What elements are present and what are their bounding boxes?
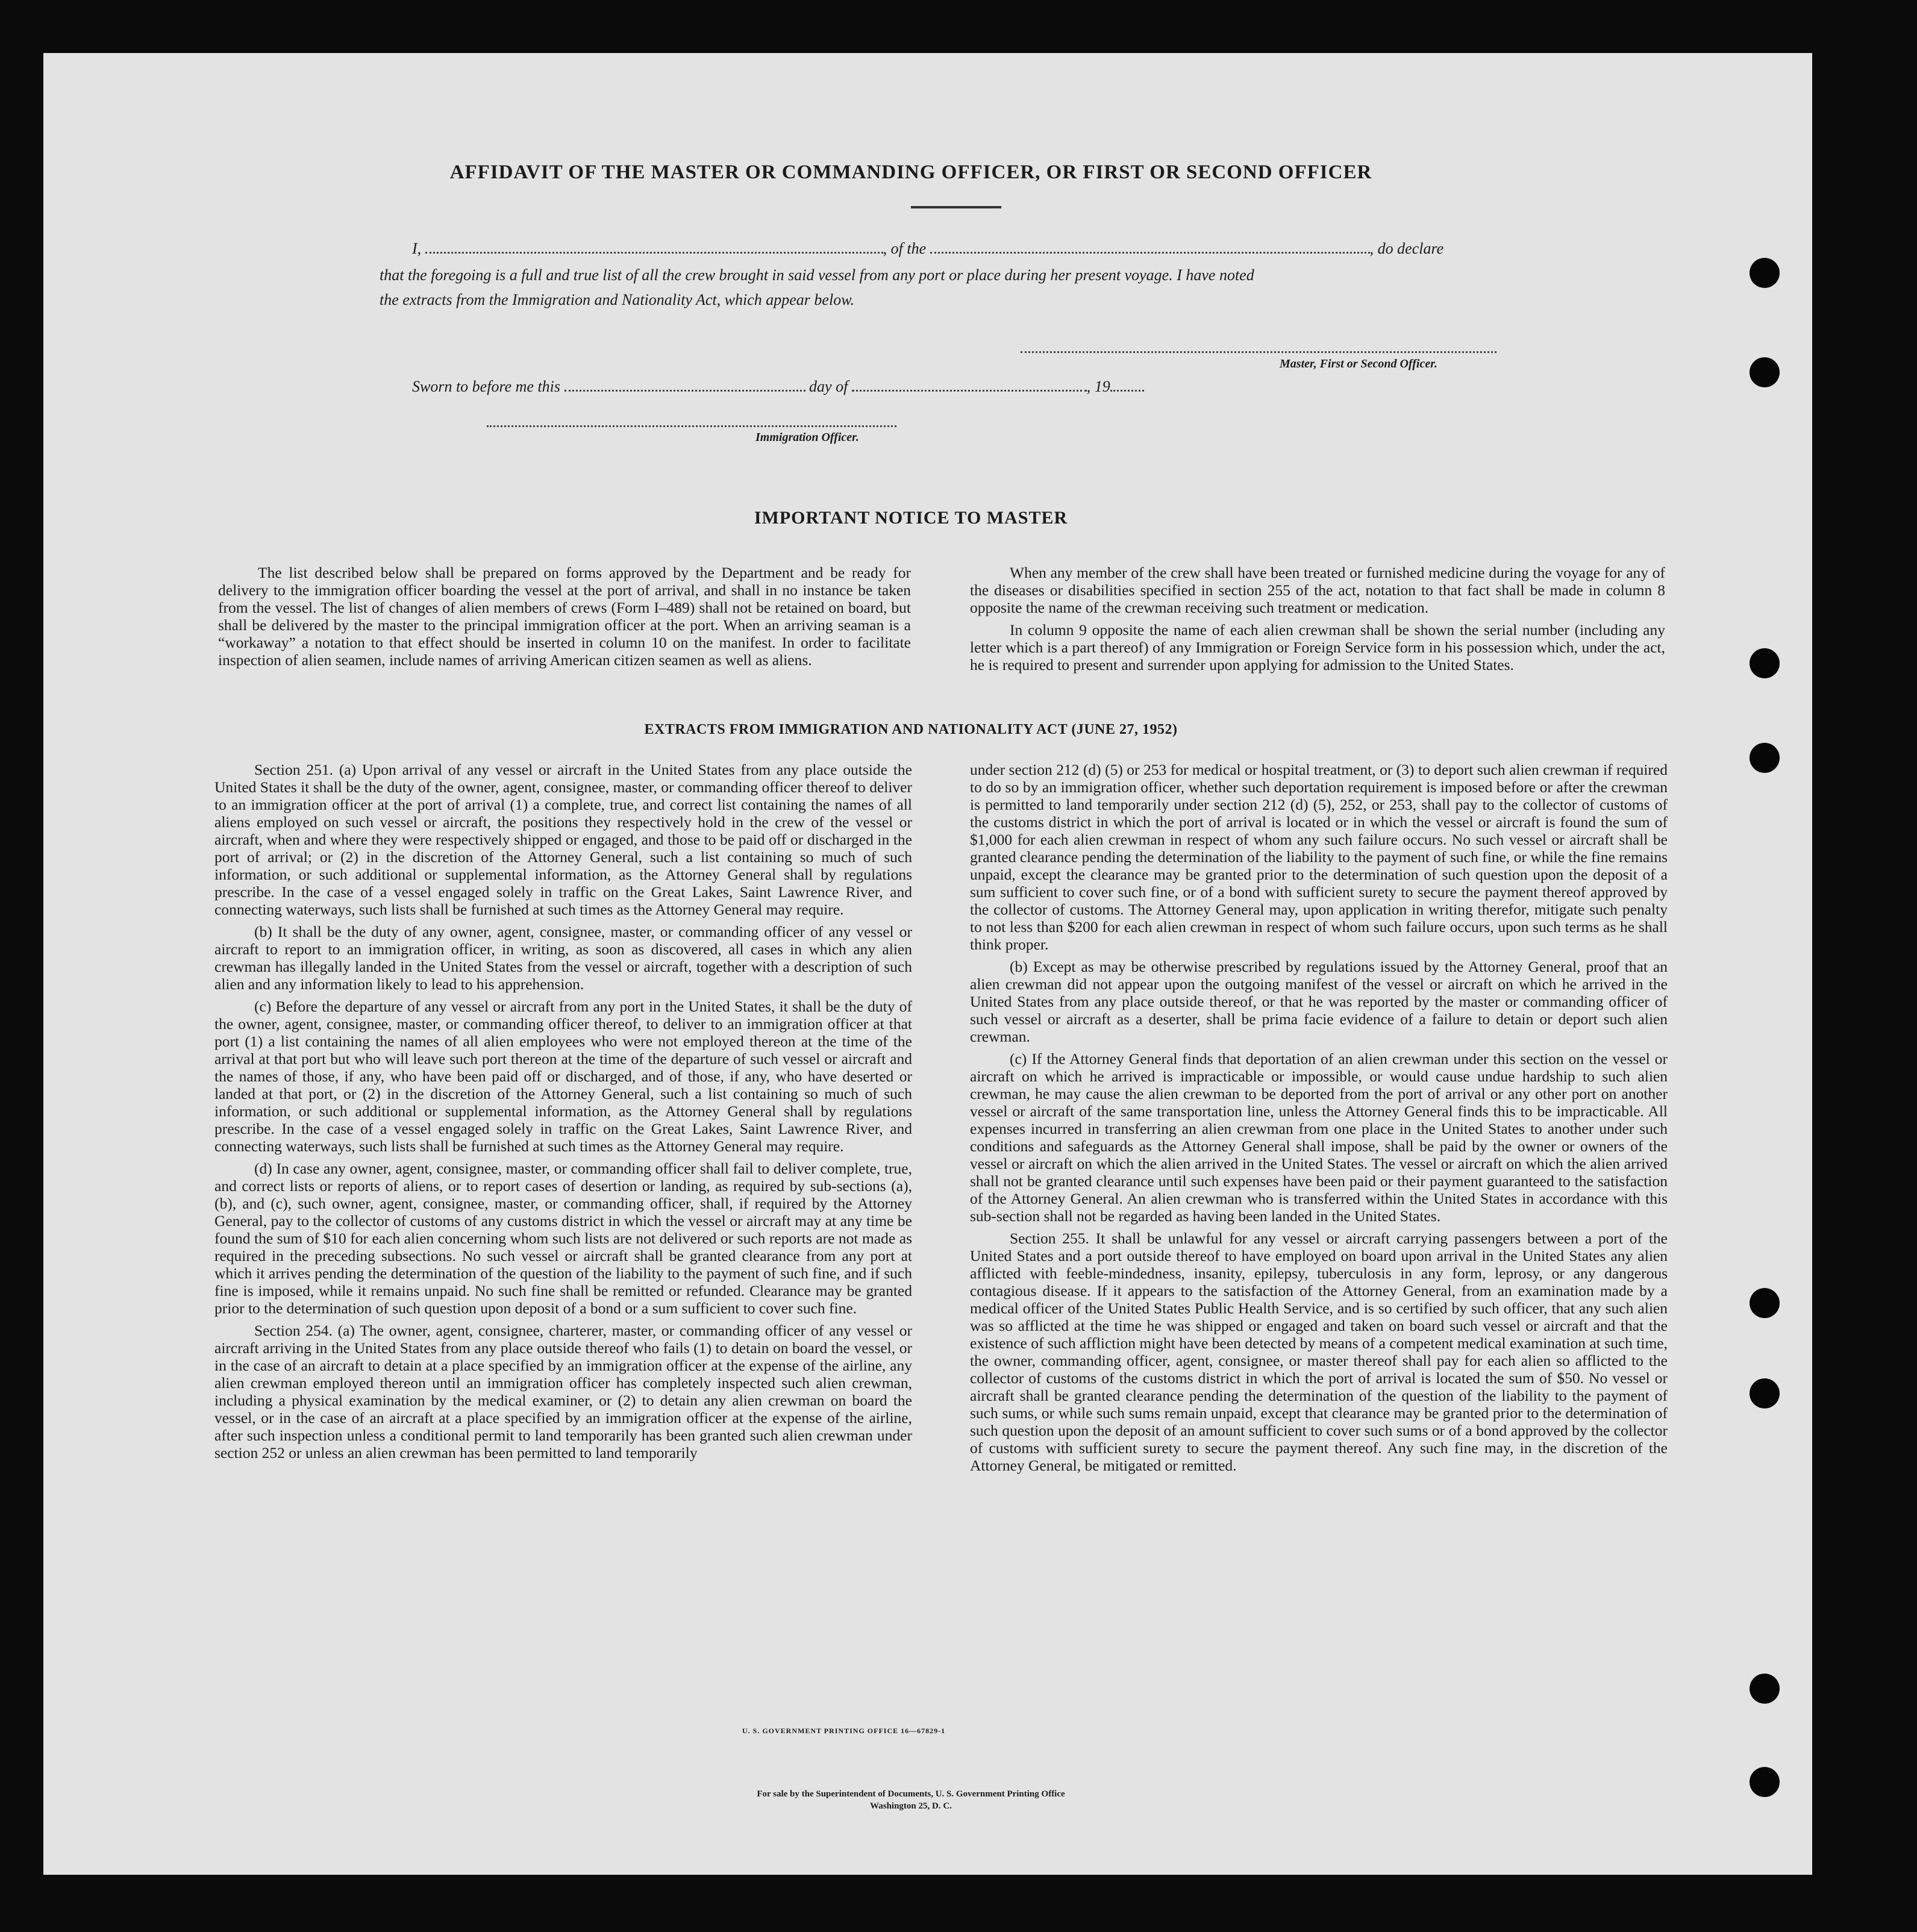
name-blank[interactable]	[425, 239, 883, 254]
document-sheet	[43, 53, 1812, 1875]
punch-hole	[1750, 1767, 1780, 1797]
punch-hole	[1750, 1378, 1780, 1408]
punch-hole	[1750, 743, 1780, 773]
sworn-day-blank[interactable]	[564, 377, 805, 392]
affidavit-title: AFFIDAVIT OF THE MASTER OR COMMANDING OFFICER, OR FIRST OR SECOND OFFICER	[449, 161, 1372, 183]
sale-notice	[43, 1788, 1778, 1812]
punch-hole	[1750, 357, 1780, 387]
punch-hole	[1750, 648, 1780, 678]
year-prefix: , 19	[1086, 378, 1110, 395]
notice-title: IMPORTANT NOTICE TO MASTER	[754, 508, 1068, 528]
affidavit-line3: the extracts from the Immigration and Nationality Act, which appear below.	[380, 291, 855, 308]
affidavit-i: I,	[412, 240, 422, 257]
master-signature-caption: Master, First or Second Officer.	[1280, 357, 1437, 370]
extracts-left-column	[214, 761, 912, 1466]
day-of-text: day of	[809, 378, 848, 395]
punch-hole	[1750, 1288, 1780, 1318]
section-254-a: Section 254. (a) The owner, agent, consignee, charterer, master, or commanding officer of any vessel or aircraft arriving in the United States from any place outside thereof who fails (1) to detain on board the vessel, or in the case of an aircraft to detain at a place specified by an immigration officer at the expense of the airline, any alien crewman employed thereon until an immigration officer has completely inspected such alien crewman, including a physical examination by the medical examiner, or (2) to detain any alien crewman on board the vessel, or in the case of an aircraft at a place specified by an immigration officer at the expense of the airline, after such inspection unless a conditional permit to land temporarily has been granted such alien crewman under section 252 or unless an alien crewman has been permitted to land temporarily	[214, 1322, 912, 1462]
master-signature-line[interactable]	[1021, 351, 1496, 353]
affidavit-of-the: , of the	[883, 240, 927, 257]
section-251-c: (c) Before the departure of any vessel or aircraft from any port in the United States, it shall be the duty of the owner, agent, consignee, master, or commanding officer thereof, to deliver to an immigration officer at that port (1) a list containing the names of all alien employees who were not employed thereon at the time of the arrival at that port but who will leave such port thereon at the time of the departure of such vessel or aircraft and the names of those, if any, who have been paid off or discharged, and of those, if any, who have deserted or landed at that port, or (2) in the discretion of the Attorney General, such a list containing so much of such information, or such additional or supplemental information, as the Attorney General shall by regulations prescribe. In the case of a vessel engaged solely in traffic on the Great Lakes, Saint Lawrence River, and connecting waterways, such lists shall be furnished at such times as the Attorney General may require.	[214, 998, 912, 1155]
sale-line-2: Washington 25, D. C.	[870, 1801, 952, 1811]
affidavit-line1	[412, 239, 1443, 258]
section-255: Section 255. It shall be unlawful for any vessel or aircraft carrying passengers between a port of the United States and a port outside thereof to have employed on board upon arrival in the United States any alien afflicted with feeble-mindedness, insanity, epilepsy, tuberculosis in any form, leprosy, or any dangerous contagious disease. If it appears to the satisfaction of the Attorney General, from an examination made by a medical officer of the United States Public Health Service, and is so certified by such officer, that any such alien was so afflicted at the time he was shipped or engaged and taken on board such vessel or aircraft and that the existence of such affliction might have been detected by means of a competent medical examination at such time, the owner, commanding officer, agent, consignee, or master thereof shall pay for each alien so afflicted to the collector of customs of the customs district in which the port of arrival is located the sum of $50. No vessel or aircraft shall be granted clearance pending the determination of the question of the liability to the payment of such sums, or while such sums remain unpaid, except that clearance may be granted prior to the determination of such question upon the deposit of an amount sufficient to cover such sums or of a bond approved by the collector of customs with sufficient surety to secure the payment thereof. Any such fine may, in the discretion of the Attorney General, be mitigated or remitted.	[970, 1230, 1668, 1474]
section-254-b: (b) Except as may be otherwise prescribed by regulations issued by the Attorney General, proof that an alien crewman did not appear upon the outgoing manifest of the vessel or aircraft on which he arrived in the United States from any place outside thereof, or that he was reported by the master or commanding officer of such vessel or aircraft as a deserter, shall be prima facie evidence of a failure to detain or deport such alien crewman.	[970, 958, 1668, 1045]
year-blank[interactable]	[1110, 377, 1144, 392]
punch-hole	[1750, 1674, 1780, 1704]
notice-left-column	[218, 564, 911, 674]
notice-right-column	[970, 564, 1665, 678]
notice-right-paragraph-1: When any member of the crew shall have been treated or furnished medicine during the voyage for any of the diseases or disabilities specified in section 255 of the act, notation to that fact shall be made in column 8 opposite the name of the crewman receiving such treatment or medication.	[970, 564, 1665, 616]
affidavit-declare: , do declare	[1369, 240, 1444, 257]
section-254-a-continued: under section 212 (d) (5) or 253 for medical or hospital treatment, or (3) to deport such alien crewman if required to do so by an immigration officer, whether such deportation requirement is imposed before or after the crewman is permitted to land temporarily under section 212 (d) (5), 252, or 253, shall pay to the collector of customs of the customs district in which the port of arrival is located or in which the vessel or aircraft is found the sum of $1,000 for each alien crewman in respect of whom any such failure occurs. No such vessel or aircraft shall be granted clearance pending the determination of the liability to the payment of such fine, or while the fine remains unpaid, except the clearance may be granted prior to the determination of such question upon the deposit of a sum sufficient to cover such fine, or of a bond with sufficient surety to secure the payment thereof approved by the collector of customs. The Attorney General may, upon application in writing therefor, mitigate such penalty to not less than $200 for each alien crewman in respect of whom such failure occurs, upon such terms as he shall think proper.	[970, 761, 1668, 953]
extracts-right-column	[970, 761, 1668, 1479]
section-251-d: (d) In case any owner, agent, consignee, master, or commanding officer shall fail to deliver complete, true, and correct lists or reports of aliens, or to report cases of desertion or landing, as required by sub-sections (a), (b), and (c), such owner, agent, consignee, master, or commanding officer, shall, if required by the Attorney General, pay to the collector of customs of any customs district in which the vessel or aircraft may at any time be found the sum of $10 for each alien concerning whom such lists are not delivered or such reports are not made as required in the preceding subsections. No such vessel or aircraft shall be granted clearance from any port at which it arrives pending the determination of the question of the liability to the payment of such fine, and if such fine is imposed, while it remains unpaid. No such fine shall be remitted or refunded. Clearance may be granted prior to the determination of such question upon deposit of a bond or a sum sufficient to cover such fine.	[214, 1160, 912, 1317]
immigration-officer-caption: Immigration Officer.	[755, 431, 859, 444]
immigration-officer-signature-line[interactable]	[487, 425, 896, 427]
extracts-title: EXTRACTS FROM IMMIGRATION AND NATIONALITY ACT (JUNE 27, 1952)	[644, 722, 1178, 737]
sale-line-1: For sale by the Superintendent of Documents, U. S. Government Printing Office	[757, 1789, 1065, 1799]
punch-hole	[1750, 258, 1780, 288]
sworn-line	[412, 377, 1144, 396]
notice-left-paragraph: The list described below shall be prepared on forms approved by the Department and be ready for delivery to the immigration officer boarding the vessel at the port of arrival, and shall in no instance be taken from the vessel. The list of changes of alien members of crews (Form I–489) shall not be retained on board, but shall be delivered by the master to the principal immigration officer at the port. When an arriving seaman is a “workaway” a notation to that effect should be inserted in column 10 on the manifest. In order to facilitate inspection of alien seamen, include names of arriving American citizen seamen as well as aliens.	[218, 564, 911, 669]
sworn-month-blank[interactable]	[852, 377, 1087, 392]
sworn-text: Sworn to before me this	[412, 378, 561, 395]
affidavit-line2: that the foregoing is a full and true list of all the crew brought in said vessel from any port or place during her present voyage. I have noted	[380, 266, 1254, 284]
section-254-c: (c) If the Attorney General finds that deportation of an alien crewman under this section on the vessel or aircraft on which he arrived is impracticable or impossible, or would cause undue hardship to such alien crewman, he may cause the alien crewman to be deported from the port of arrival or any other port on another vessel or aircraft of the same transportation line, unless the Attorney General finds this to be impracticable. All expenses incurred in transferring an alien crewman from one place in the United States to another under such conditions and safeguards as the Attorney General shall impose, shall be paid by the owner or owners of the vessel or aircraft on which the alien arrived in the United States. The vessel or aircraft on which the alien arrived shall not be granted clearance until such expenses have been paid or their payment guaranteed to the satisfaction of the Attorney General. An alien crewman who is transferred within the United States in accordance with this sub-section shall not be regarded as having been landed in the United States.	[970, 1050, 1668, 1225]
vessel-blank[interactable]	[930, 239, 1370, 254]
section-251-b: (b) It shall be the duty of any owner, agent, consignee, master, or commanding officer of any vessel or aircraft to report to an immigration officer, in writing, as soon as discovered, all cases in which any alien crewman has illegally landed in the United States from the vessel or aircraft, together with a description of such alien and any information likely to lead to his apprehension.	[214, 923, 912, 993]
notice-right-paragraph-2: In column 9 opposite the name of each alien crewman shall be shown the serial number (including any letter which is a part thereof) of any Immigration or Foreign Service form in his possession which, under the act, he is required to present and surrender upon applying for admission to the United States.	[970, 621, 1665, 674]
title-rule	[911, 206, 1001, 208]
printing-office-line: U. S. GOVERNMENT PRINTING OFFICE 16—67829-1	[742, 1727, 946, 1735]
section-251-a: Section 251. (a) Upon arrival of any vessel or aircraft in the United States from any place outside the United States it shall be the duty of the owner, agent, consignee, master, or commanding officer thereof to deliver to an immigration officer at the port of arrival (1) a complete, true, and correct list containing the names of all aliens employed on such vessel or aircraft, the positions they respectively hold in the crew of the vessel or aircraft, when and where they were respectively shipped or engaged, and those to be paid off or discharged in the port of arrival; or (2) in the discretion of the Attorney General, such a list containing so much of such information, or such additional or supplemental information, as the Attorney General shall by regulations prescribe. In the case of a vessel engaged solely in traffic on the Great Lakes, Saint Lawrence River, and connecting waterways, such lists shall be furnished at such times as the Attorney General may require.	[214, 761, 912, 918]
